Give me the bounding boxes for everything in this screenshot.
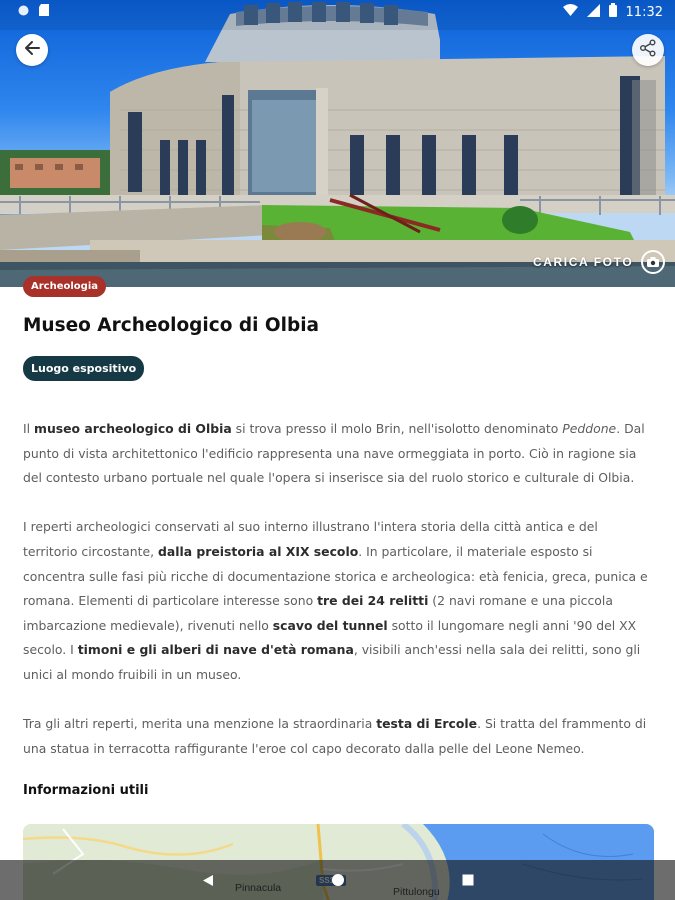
description — [23, 417, 655, 786]
navigation-bar — [0, 860, 675, 900]
description-paragraph: I reperti archeologici conservati al suo interno illustrano l'intera storia della città antica e del territorio circostante, dalla preistoria al XIX secolo. In particolare, il materiale esposto si concentra sulle fasi più ricche di documentazione storica e archeologica: età fenicia, greca, punica e romana. Elementi di particolare interesse sono tre dei 24 relitti (2 navi romane e una piccola imbarcazione medievale), rivenuti nello scavo del tunnel sotto il lungomare negli anni '90 del XX secolo. I timoni e gli alberi di nave d'età romana, visibili anch'essi nella sala dei relitti, sono gli unici al mondo fruibili in un museo. — [23, 519, 648, 682]
category-chip: Archeologia — [23, 276, 106, 297]
museum-photo — [0, 0, 675, 287]
notification-dot-icon — [18, 3, 29, 21]
hero-image — [0, 0, 675, 287]
wifi-icon — [563, 4, 578, 20]
description-paragraph: Tra gli altri reperti, merita una menzione la straordinaria testa di Ercole. Si tratta del frammento di una statua in terracotta raffigurante l'eroe col capo decorato dalla pelle del Leone Nemeo. — [23, 716, 647, 756]
recents-square-icon[interactable] — [453, 865, 483, 895]
upload-photo-label: CARICA FOTO — [533, 255, 634, 269]
status-bar — [0, 0, 675, 24]
share-button[interactable] — [632, 34, 664, 66]
share-icon — [639, 39, 657, 62]
battery-icon — [609, 3, 617, 21]
back-button[interactable] — [16, 34, 48, 66]
description-paragraph: Il museo archeologico di Olbia si trova presso il molo Brin, nell'isolotto denominato Peddone. Dal punto di vista architettonico l'edificio rappresenta una nave ormeggiata in porto. Ciò in ragione sia del contesto urbano portuale nel quale l'opera si inserisce sia del ruolo storico e culturale di Olbia. — [23, 421, 645, 486]
camera-icon — [641, 250, 665, 274]
type-chip: Luogo espositivo — [23, 356, 144, 381]
arrow-left-icon — [24, 40, 40, 61]
sd-card-icon — [39, 3, 49, 21]
page-title: Museo Archeologico di Olbia — [23, 315, 320, 336]
home-circle-icon[interactable] — [323, 865, 353, 895]
back-triangle-icon[interactable] — [193, 865, 223, 895]
upload-photo-button[interactable] — [533, 250, 665, 274]
info-section-title: Informazioni utili — [23, 783, 149, 798]
status-time: 11:32 — [625, 4, 663, 20]
signal-icon — [587, 4, 600, 21]
